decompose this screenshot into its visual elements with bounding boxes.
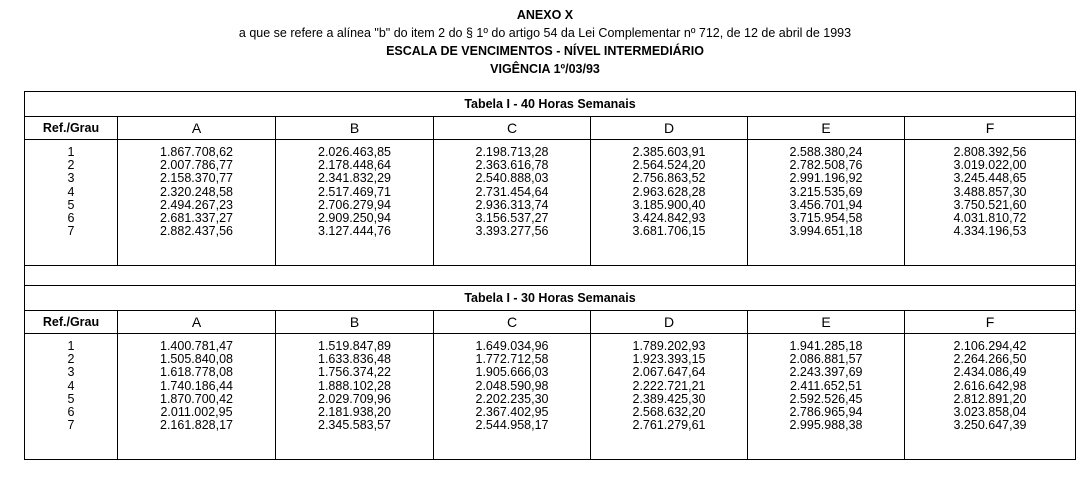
document-header [0,6,1090,78]
table-spacer-row [25,266,1076,286]
salary-value: 3.424.842,93 [632,210,706,225]
salary-value: 2.029.709,96 [318,391,391,406]
salary-value: 1.633.836,48 [318,352,391,367]
salary-value: 3.994.651,18 [789,224,863,239]
salary-value: 1.789.202,93 [632,339,706,353]
salary-value: 1.740.186,44 [160,378,233,393]
grade-header-e: E [748,117,905,140]
salary-value: 2.158.370,77 [160,171,233,186]
salary-value: 2.181.938,20 [318,404,391,419]
ref-number: 5 [67,391,75,406]
grade-header-a: A [118,117,276,140]
salary-value: 3.681.706,15 [632,224,706,239]
salary-value: 2.761.279,61 [632,418,706,433]
grade-d-values [591,334,748,460]
salary-value: 1.400.781,47 [160,339,233,353]
table-title-row-40h [25,92,1076,117]
salary-value: 2.243.397,69 [789,365,863,380]
salary-value: 2.544.958,17 [475,418,549,433]
salary-value: 2.026.463,85 [318,145,391,159]
grade-a-values [118,334,276,460]
salary-value: 2.991.196,92 [789,171,863,186]
grade-header-d: D [591,311,748,334]
salary-value: 2.086.881,57 [789,352,863,367]
table-title-40h: Tabela I - 40 Horas Semanais [25,92,1076,117]
scale-title: ESCALA DE VENCIMENTOS - NÍVEL INTERMEDIÁRIO [386,44,704,58]
table-title-30h: Tabela I - 30 Horas Semanais [25,286,1076,311]
grade-header-c: C [434,311,591,334]
salary-value: 2.995.988,38 [789,418,863,433]
salary-value: 2.161.828,17 [160,418,233,433]
salary-value: 1.923.393,15 [632,352,706,367]
salary-value: 1.618.778,08 [160,365,233,380]
header-row-40h [25,117,1076,140]
salary-value: 2.411.652,51 [789,378,863,393]
salary-value: 2.363.616,78 [475,158,549,173]
table-title-row-30h [25,286,1076,311]
ref-number: 7 [67,418,75,433]
salary-value: 2.592.526,45 [789,391,863,406]
salary-value: 3.156.537,27 [475,210,549,225]
grade-b-values [276,140,434,266]
salary-value: 2.202.235,30 [475,391,549,406]
ref-number: 1 [67,339,75,353]
salary-value: 2.681.337,27 [160,210,233,225]
salary-value: 2.106.294,42 [953,339,1027,353]
salary-value: 2.434.086,49 [953,365,1027,380]
salary-value: 3.456.701,94 [789,197,863,212]
ref-number: 3 [67,171,75,186]
grade-a-values [118,140,276,266]
salary-value: 2.812.891,20 [953,391,1027,406]
salary-value: 1.505.840,08 [160,352,233,367]
grade-header-b: B [276,311,434,334]
salary-value: 3.023.858,04 [953,404,1027,419]
validity-date: VIGÊNCIA 1º/03/93 [490,62,600,76]
grade-e-values [748,140,905,266]
legal-reference: a que se refere a alínea "b" do item 2 do § 1º do artigo 54 da Lei Complementar nº 712, de 12 de abril de 1993 [238,26,852,40]
salary-value: 2.067.647,64 [632,365,706,380]
salary-value: 2.222.721,21 [632,378,706,393]
salary-value: 1.867.708,62 [160,145,233,159]
ref-number: 3 [67,365,75,380]
annex-title: ANEXO X [516,8,574,22]
grade-b-values [276,334,434,460]
salary-value: 2.909.250,94 [318,210,391,225]
salary-value: 3.127.444,76 [318,224,391,239]
ref-number: 6 [67,210,75,225]
salary-value: 2.389.425,30 [632,391,706,406]
salary-value: 3.715.954,58 [789,210,863,225]
salary-value: 1.772.712,58 [475,352,549,367]
ref-grade-header: Ref./Grau [25,117,118,140]
salary-value: 3.750.521,60 [953,197,1027,212]
salary-value: 1.905.666,03 [475,365,549,380]
grade-e-values [748,334,905,460]
salary-value: 1.649.034,96 [475,339,549,353]
values-row-40h [25,140,1076,266]
salary-value: 2.385.603,91 [632,145,706,159]
salary-value: 2.936.313,74 [475,197,549,212]
salary-value: 2.782.508,76 [789,158,863,173]
salary-scale-table [24,91,1076,460]
grade-header-d: D [591,117,748,140]
salary-value: 3.488.857,30 [953,184,1027,199]
salary-value: 2.345.583,57 [318,418,391,433]
header-row-30h [25,311,1076,334]
salary-value: 2.588.380,24 [789,145,863,159]
ref-number: 7 [67,224,75,239]
salary-value: 4.334.196,53 [953,224,1027,239]
salary-value: 2.178.448,64 [318,158,391,173]
salary-value: 2.198.713,28 [475,145,549,159]
salary-value: 2.616.642,98 [953,378,1027,393]
salary-value: 3.019.022,00 [953,158,1027,173]
salary-value: 2.048.590,98 [475,378,549,393]
salary-value: 2.011.002,95 [160,404,233,419]
grade-f-values [905,334,1076,460]
salary-value: 2.882.437,56 [160,224,233,239]
grade-header-f: F [905,311,1076,334]
salary-value: 2.706.279,94 [318,197,391,212]
grade-header-e: E [748,311,905,334]
salary-value: 2.540.888,03 [475,171,549,186]
salary-value: 1.941.285,18 [789,339,863,353]
salary-value: 2.367.402,95 [475,404,549,419]
salary-value: 3.245.448,65 [953,171,1027,186]
grade-c-values [434,334,591,460]
salary-value: 1.519.847,89 [318,339,391,353]
salary-value: 2.007.786,77 [160,158,233,173]
salary-value: 1.870.700,42 [160,391,233,406]
salary-value: 2.341.832,29 [318,171,391,186]
salary-value: 2.320.248,58 [160,184,233,199]
salary-value: 2.756.863,52 [632,171,706,186]
salary-value: 2.264.266,50 [953,352,1027,367]
grade-header-a: A [118,311,276,334]
salary-value: 2.564.524,20 [632,158,706,173]
ref-number: 1 [67,145,75,159]
grade-header-b: B [276,117,434,140]
salary-value: 3.250.647,39 [953,418,1027,433]
values-row-30h [25,334,1076,460]
salary-value: 2.568.632,20 [632,404,706,419]
ref-column [25,140,118,266]
ref-number: 2 [67,158,75,173]
grade-header-f: F [905,117,1076,140]
ref-number: 4 [67,184,75,199]
salary-value: 2.731.454,64 [475,184,549,199]
ref-number: 5 [67,197,75,212]
ref-grade-header: Ref./Grau [25,311,118,334]
salary-value: 1.756.374,22 [318,365,391,380]
salary-value: 3.185.900,40 [632,197,706,212]
salary-value: 4.031.810,72 [953,210,1027,225]
salary-value: 2.517.469,71 [318,184,391,199]
spacer-cell [25,266,1076,286]
salary-value: 2.494.267,23 [160,197,233,212]
salary-value: 2.786.965,94 [789,404,863,419]
grade-f-values [905,140,1076,266]
grade-d-values [591,140,748,266]
ref-number: 4 [67,378,75,393]
salary-value: 2.963.628,28 [632,184,706,199]
grade-c-values [434,140,591,266]
salary-value: 3.215.535,69 [789,184,863,199]
salary-value: 2.808.392,56 [953,145,1027,159]
salary-value: 3.393.277,56 [475,224,549,239]
grade-header-c: C [434,117,591,140]
ref-column [25,334,118,460]
ref-number: 2 [67,352,75,367]
salary-value: 1.888.102,28 [318,378,391,393]
ref-number: 6 [67,404,75,419]
